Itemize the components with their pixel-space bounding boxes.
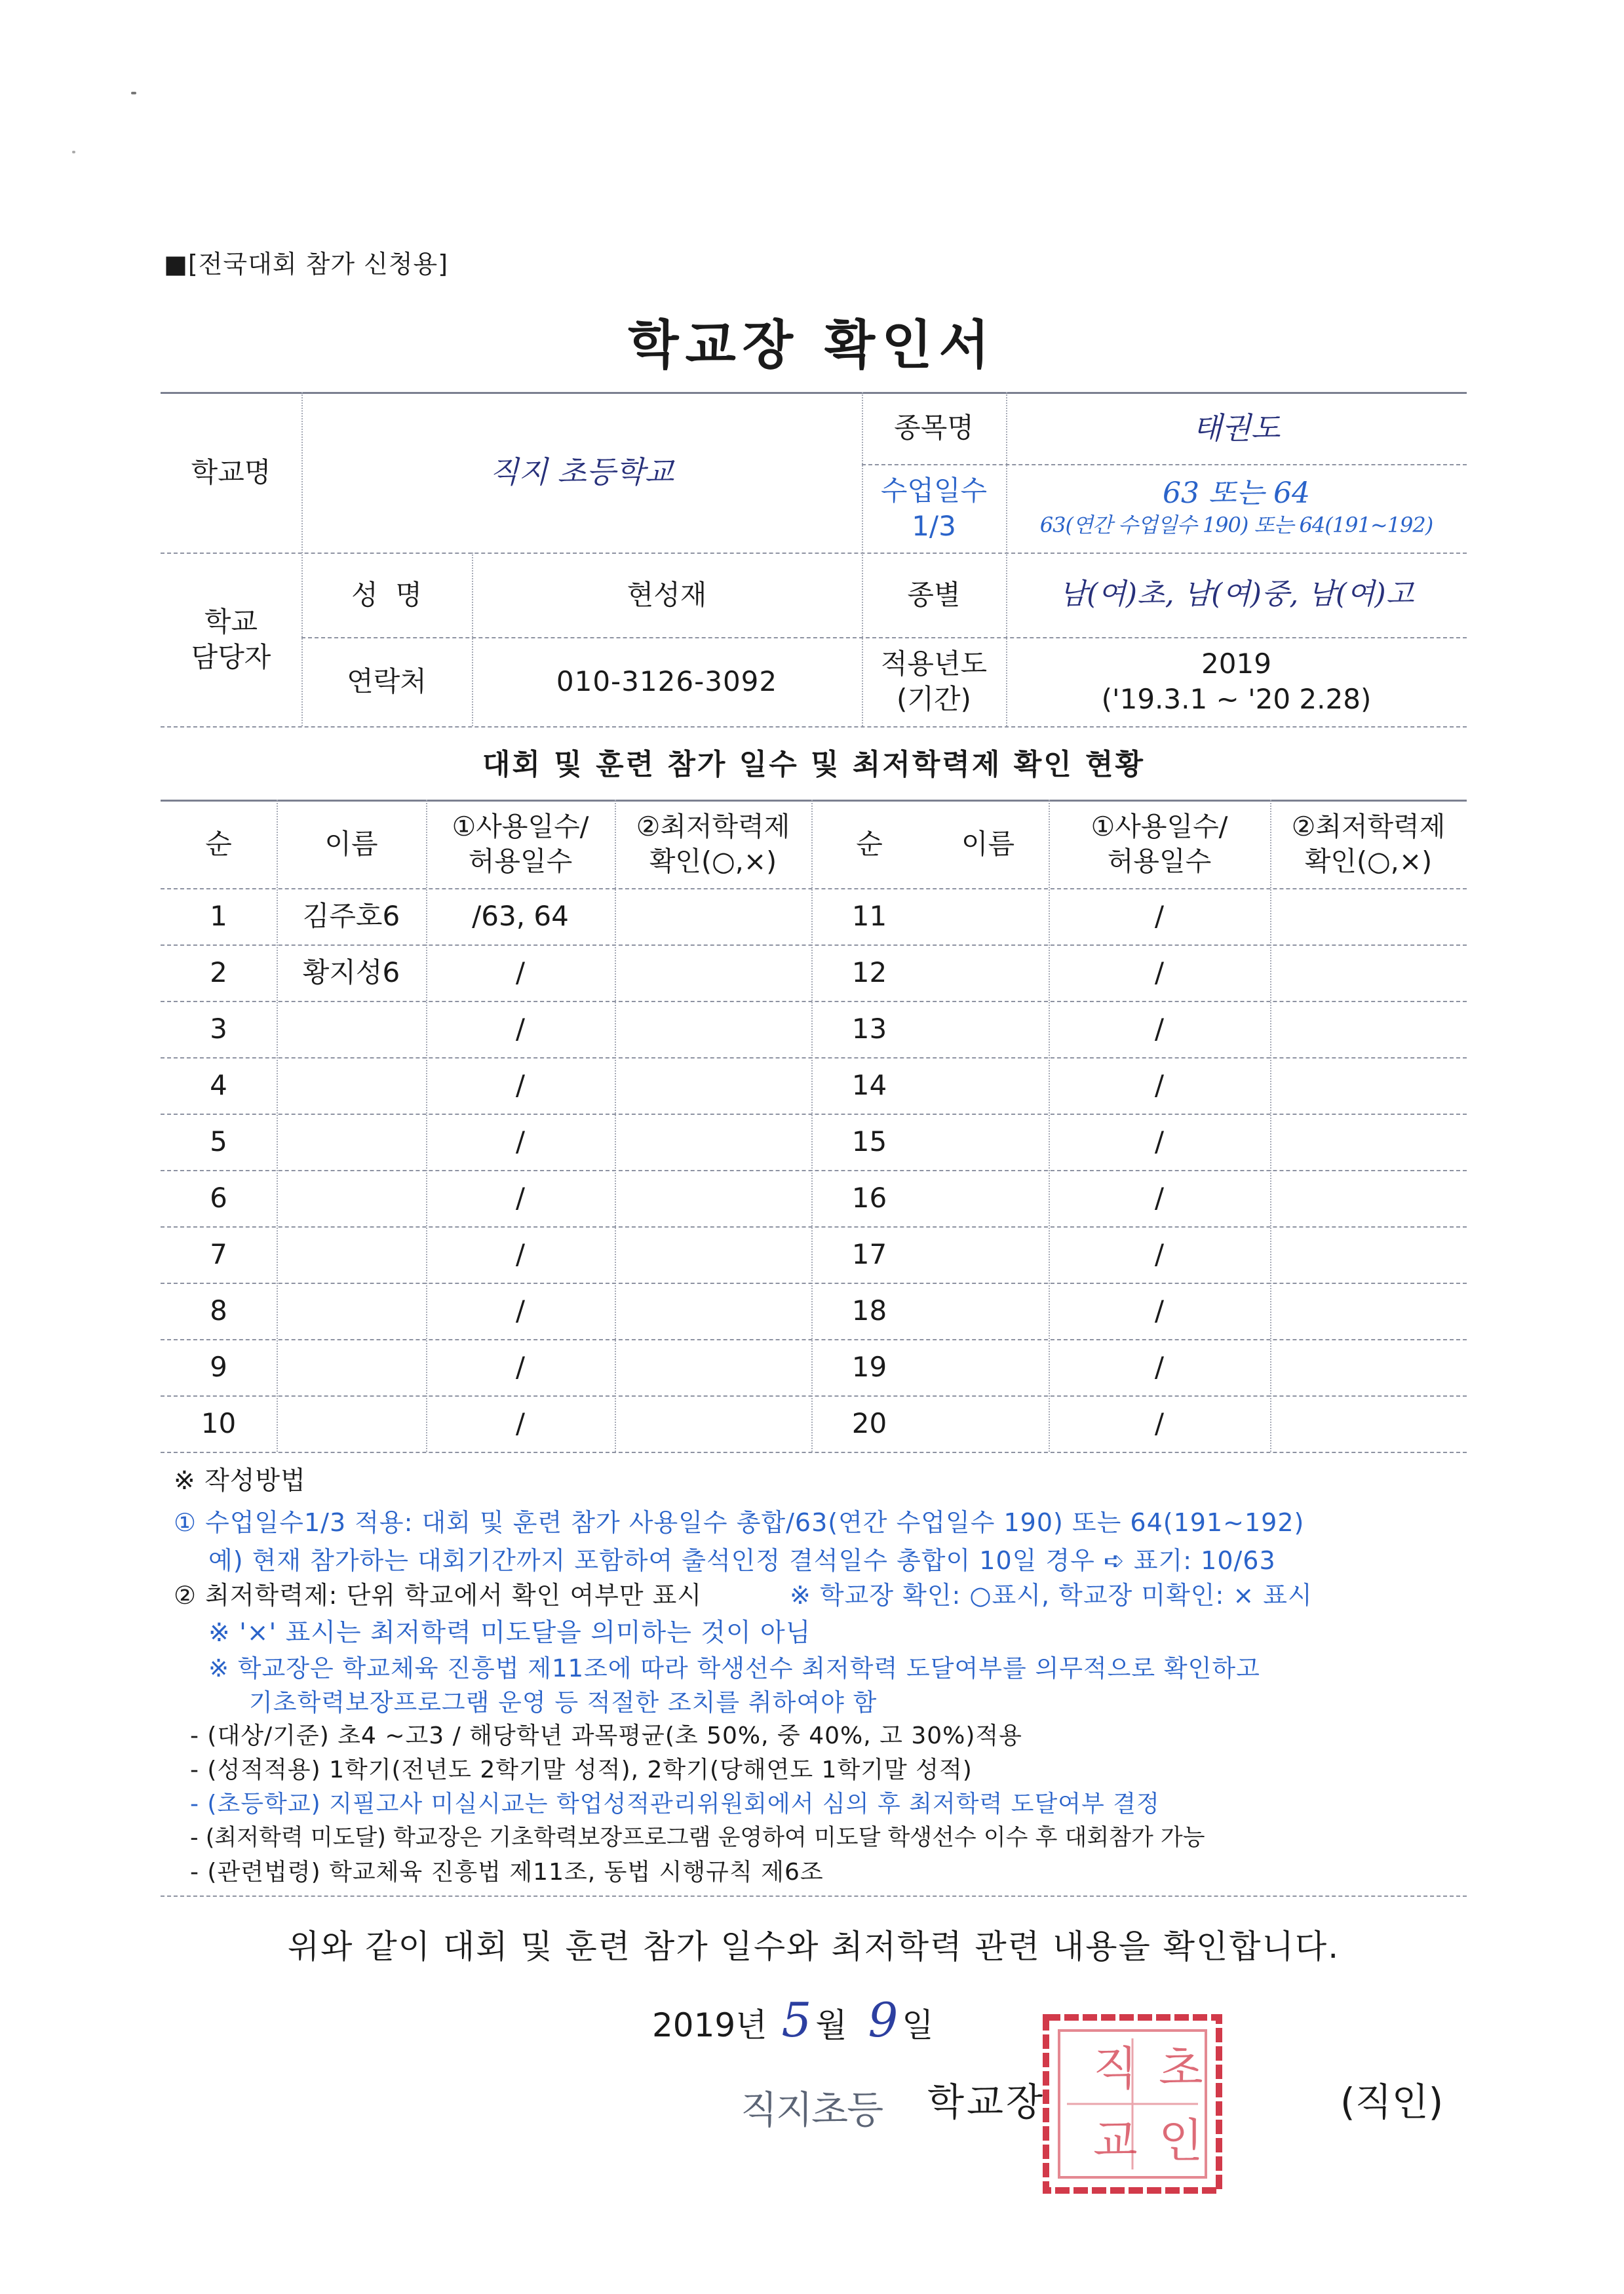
- table-cell-name: [277, 1114, 426, 1170]
- table-cell-no: 9: [210, 1351, 227, 1384]
- table-cell-name: [277, 1339, 426, 1395]
- seal-label: (직인): [1340, 2080, 1444, 2124]
- table-cell-name: [927, 1226, 1049, 1283]
- table-cell-check: [615, 1339, 811, 1395]
- svg-text:교: 교: [1093, 2114, 1138, 2168]
- table-cell-name: [927, 944, 1049, 1001]
- table-cell-check: [615, 1114, 811, 1170]
- table-cell-no: 4: [210, 1069, 227, 1102]
- table-cell-no: 16: [851, 1182, 887, 1215]
- table-cell-days: /: [1154, 1294, 1165, 1327]
- table-cell-days: /: [1154, 900, 1165, 933]
- days-label: [862, 464, 1006, 553]
- table-cell-name: [927, 1395, 1049, 1452]
- table-cell-days: /: [1154, 956, 1165, 989]
- year-value: [1006, 637, 1467, 726]
- detail-3: - (초등학교) 지필고사 미실시교는 학업성적관리위원회에서 심의 후 최저학력 도달여부 결정: [190, 1791, 1160, 1818]
- table-cell-no: 17: [851, 1238, 887, 1271]
- confirm-text: 위와 같이 대회 및 훈련 참가 일수와 최저학력 관련 내용을 확인합니다.: [287, 1928, 1340, 1966]
- table-cell-check: [615, 1395, 811, 1452]
- table-cell-no: 7: [210, 1238, 227, 1271]
- note-2b: ※ 학교장 확인: ○표시, 학교장 미확인: × 표시: [790, 1581, 1313, 1610]
- table-cell-days: /: [515, 1407, 526, 1440]
- table-cell-no: 10: [201, 1407, 237, 1440]
- date-month-unit: 월: [815, 2006, 847, 2044]
- table-cell-days: /: [515, 1182, 526, 1215]
- table-cell-days: /: [1154, 1407, 1165, 1440]
- year-label-line2: (기간): [897, 683, 971, 715]
- contact-value: 010-3126-3092: [556, 665, 778, 698]
- name-value: 현성재: [627, 578, 707, 611]
- table-cell-check: [615, 1170, 811, 1226]
- table-cell-name: [927, 1114, 1049, 1170]
- note-4b: 기초학력보장프로그램 운영 등 적절한 조치를 취하여야 함: [249, 1688, 878, 1717]
- note-4a: ※ 학교장은 학교체육 진흥법 제11조에 따라 학생선수 최저학력 도달여부를 의무적으로 확인하고: [208, 1654, 1260, 1682]
- table-cell-check: [1270, 888, 1467, 944]
- school-handwritten: 직지초등: [741, 2088, 883, 2132]
- info-rule-4: [161, 726, 1467, 728]
- table-cell-no: 8: [210, 1294, 227, 1327]
- header-check-line1: ②최저학력제: [1291, 811, 1446, 843]
- table-cell-name: [277, 1226, 426, 1283]
- table-cell-days: /: [515, 1351, 526, 1384]
- gender-value: 남(여)초, 남(여)중, 남(여)고: [1058, 577, 1414, 612]
- year-value-line2: ('19.3.1 ~ '20 2.28): [1101, 683, 1372, 715]
- table-cell-name: 황지성6: [302, 956, 400, 989]
- table-cell-check: [615, 888, 811, 944]
- table-cell-name: [927, 1339, 1049, 1395]
- table-cell-no: 12: [851, 956, 887, 989]
- header-no-right: 순: [856, 827, 883, 860]
- table-cell-no: 15: [851, 1125, 887, 1158]
- table-cell-check: [1270, 1339, 1467, 1395]
- table-cell-name: [277, 1395, 426, 1452]
- principal-label: 학교장: [927, 2080, 1046, 2124]
- note-2a: ② 최저학력제: 단위 학교에서 확인 여부만 표시: [174, 1581, 703, 1610]
- table-cell-name: [927, 888, 1049, 944]
- table-cell-check: [615, 1226, 811, 1283]
- date-year: 2019년: [652, 2006, 767, 2044]
- table-cell-no: 5: [210, 1125, 227, 1158]
- table-cell-days: /: [1154, 1351, 1165, 1384]
- detail-1: - (대상/기준) 초4 ~고3 / 해당학년 과목평균(초 50%, 중 40%, 고 30%)적용: [190, 1722, 1022, 1749]
- table-cell-no: 19: [851, 1351, 887, 1384]
- svg-text:초: 초: [1159, 2042, 1203, 2095]
- header-days-left: [426, 800, 615, 888]
- table-cell-no: 6: [210, 1182, 227, 1215]
- header-name-left: 이름: [324, 827, 378, 860]
- header-name-right: 이름: [961, 827, 1015, 860]
- notes-bottom-rule: [161, 1895, 1467, 1897]
- notes-heading: ※ 작성방법: [174, 1466, 306, 1496]
- header-days-line1: ①사용일수/: [452, 811, 589, 843]
- sport-label: 종목명: [894, 412, 974, 444]
- svg-text:직: 직: [1093, 2042, 1138, 2095]
- header-no-left: 순: [205, 827, 232, 860]
- table-cell-name: [927, 1057, 1049, 1114]
- year-value-line1: 2019: [1201, 648, 1271, 680]
- header-check-right: [1270, 800, 1467, 888]
- year-label: [862, 637, 1006, 726]
- table-cell-days: /: [515, 1069, 526, 1102]
- table-cell-name: [277, 1057, 426, 1114]
- manager-label-line1: 학교: [204, 605, 258, 638]
- table-cell-days: /: [1154, 1238, 1165, 1271]
- table-cell-days: /: [515, 1238, 526, 1271]
- table-cell-days: /: [1154, 1182, 1165, 1215]
- table-cell-days: /63, 64: [472, 900, 569, 933]
- table-cell-check: [615, 1001, 811, 1057]
- table-cell-check: [615, 944, 811, 1001]
- header-check-line2: 확인(○,×): [649, 845, 777, 877]
- table-cell-days: /: [515, 1125, 526, 1158]
- table-cell-no: 18: [851, 1294, 887, 1327]
- seal-icon: [1041, 2012, 1224, 2196]
- table-cell-check: [615, 1283, 811, 1339]
- gender-label: 종별: [907, 578, 961, 611]
- table-cell-days: /: [515, 1013, 526, 1045]
- table-cell-no: 14: [851, 1069, 887, 1102]
- date-line: [652, 1993, 934, 2048]
- note-3: ※ '×' 표시는 최저학력 미도달을 의미하는 것이 아님: [208, 1618, 811, 1648]
- note-1b: 예) 현재 참가하는 대회기간까지 포함하여 출석인정 결석일수 총합이 10일 경우 ➪ 표기: 10/63: [208, 1546, 1276, 1575]
- days-value: 63 또는 64: [1163, 476, 1310, 510]
- sport-value: 태권도: [1192, 410, 1281, 446]
- section-title: 대회 및 훈련 참가 일수 및 최저학력제 확인 현황: [482, 748, 1146, 781]
- date-month: 5: [781, 1993, 812, 2048]
- header-check-line1: ②최저학력제: [636, 811, 790, 843]
- date-day-unit: 일: [902, 2006, 934, 2044]
- header-check-line2: 확인(○,×): [1304, 845, 1433, 877]
- table-cell-name: [277, 1170, 426, 1226]
- table-cell-check: [1270, 1001, 1467, 1057]
- table-row-divider: [161, 1452, 1467, 1453]
- days-note: 63(연간 수업일수 190) 또는 64(191~192): [1039, 513, 1433, 537]
- header-days-right: [1049, 800, 1270, 888]
- school-value: 직지 초등학교: [489, 454, 674, 490]
- header-days-line1: ①사용일수/: [1091, 811, 1228, 843]
- table-cell-no: 11: [851, 900, 887, 933]
- manager-label: [161, 553, 301, 726]
- table-cell-check: [1270, 944, 1467, 1001]
- table-cell-days: /: [515, 956, 526, 989]
- name-label: 성 명: [351, 578, 422, 611]
- header-tag: ■[전국대회 참가 신청용]: [164, 250, 449, 279]
- detail-5: - (관련법령) 학교체육 진흥법 제11조, 동법 시행규칙 제6조: [190, 1859, 824, 1886]
- table-cell-days: /: [515, 1294, 526, 1327]
- manager-label-line2: 담당자: [191, 640, 271, 673]
- header-days-line2: 허용일수: [468, 845, 573, 877]
- table-cell-name: [277, 1283, 426, 1339]
- table-cell-days: /: [1154, 1125, 1165, 1158]
- table-cell-check: [615, 1057, 811, 1114]
- table-cell-check: [1270, 1283, 1467, 1339]
- date-day: 9: [868, 1993, 899, 2048]
- table-cell-name: [277, 1001, 426, 1057]
- table-cell-check: [1270, 1395, 1467, 1452]
- table-cell-check: [1270, 1170, 1467, 1226]
- table-cell-check: [1270, 1226, 1467, 1283]
- table-cell-no: 13: [851, 1013, 887, 1045]
- year-label-line1: 적용년도: [880, 648, 988, 680]
- days-label-line2: 1/3: [912, 509, 956, 542]
- svg-text:인: 인: [1159, 2114, 1203, 2168]
- days-label-line1: 수업일수: [880, 474, 988, 507]
- detail-2: - (성적적용) 1학기(전년도 2학기말 성적), 2학기(당해연도 1학기말 성적): [190, 1757, 973, 1783]
- table-cell-check: [1270, 1114, 1467, 1170]
- table-cell-no: 3: [210, 1013, 227, 1045]
- table-cell-no: 2: [210, 956, 227, 989]
- table-cell-name: [927, 1283, 1049, 1339]
- table-cell-name: [927, 1001, 1049, 1057]
- school-label: 학교명: [191, 456, 271, 488]
- table-cell-no: 20: [851, 1407, 887, 1440]
- table-cell-days: /: [1154, 1069, 1165, 1102]
- header-days-line2: 허용일수: [1107, 845, 1212, 877]
- official-seal: [1041, 2012, 1224, 2196]
- scan-speck: [131, 92, 136, 94]
- table-cell-check: [1270, 1057, 1467, 1114]
- page-title: 학교장 확인서: [628, 315, 996, 376]
- note-1a: ① 수업일수1/3 적용: 대회 및 훈련 참가 사용일수 총합/63(연간 수업일수 190) 또는 64(191~192): [174, 1508, 1305, 1537]
- table-cell-no: 1: [210, 900, 227, 933]
- table-cell-days: /: [1154, 1013, 1165, 1045]
- scan-speck: [72, 151, 75, 153]
- detail-4: - (최저학력 미도달) 학교장은 기초학력보장프로그램 운영하여 미도달 학생선수 이수 후 대회참가 가능: [190, 1825, 1205, 1851]
- header-check-left: [615, 800, 811, 888]
- contact-label: 연락처: [347, 665, 427, 698]
- table-cell-name: 김주호6: [302, 900, 400, 933]
- table-cell-name: [927, 1170, 1049, 1226]
